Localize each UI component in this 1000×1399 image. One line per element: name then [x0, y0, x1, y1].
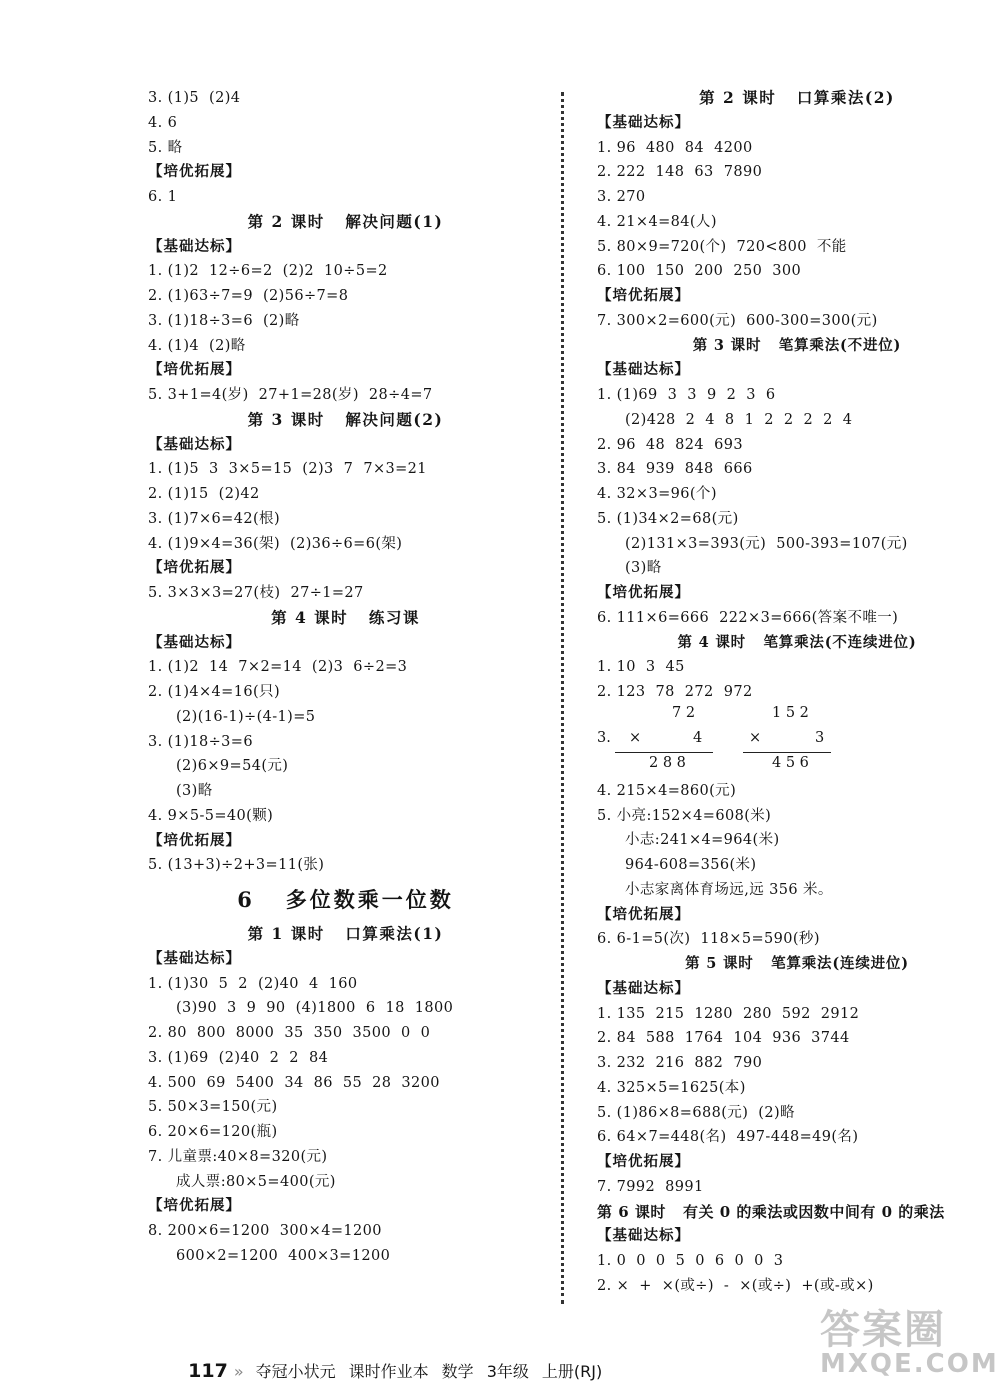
- answer-line: 2. 222 148 63 7890: [597, 164, 763, 181]
- volume-label: 上册(RJ): [541, 1362, 603, 1381]
- answer-line: 5. (13+3)÷2+3=11(张): [148, 857, 325, 874]
- answer-line: 4. (1)4 (2)略: [148, 337, 246, 354]
- watermark-url: MXQE.COM: [820, 1349, 999, 1379]
- calc-a-sign: ×: [629, 729, 642, 746]
- answer-line: 1. 96 480 84 4200: [597, 139, 753, 156]
- page-footer: [178, 1340, 602, 1382]
- answer-line: 6. 64×7=448(名) 497-448=49(名): [597, 1129, 859, 1146]
- section-marker: 【基础达标】: [148, 435, 241, 453]
- lesson-heading: 第 2 课时 口算乘法(2): [699, 88, 895, 107]
- answer-subline: (2)131×3=393(元) 500-393=107(元): [625, 535, 908, 552]
- answer-line: 7. 300×2=600(元) 600-300=300(元): [597, 312, 878, 329]
- calc-a-rule: [615, 752, 713, 753]
- answer-line: 8. 200×6=1200 300×4=1200: [148, 1223, 382, 1239]
- section-marker: 【基础达标】: [597, 113, 690, 131]
- answer-line: 4. 325×5=1625(本): [597, 1079, 746, 1096]
- answer-subline: (2)428 2 4 8 1 2 2 2 2 4: [625, 411, 853, 428]
- lesson-heading: 第 3 课时 笔算乘法(不进位): [692, 336, 902, 354]
- answer-subline: 成人票:80×5=400(元): [176, 1173, 336, 1190]
- answer-subline: 600×2=1200 400×3=1200: [176, 1247, 391, 1264]
- calc-b-multiplier: 3: [815, 729, 825, 746]
- answer-line: 5. 略: [148, 139, 183, 156]
- answer-line: 5. 80×9=720(个) 720<800 不能: [597, 238, 847, 255]
- answer-subline: (3)略: [625, 560, 662, 577]
- answer-line: 2. (1)4×4=16(只): [148, 684, 280, 700]
- chapter-title: 6 多位数乘一位数: [237, 887, 454, 912]
- answer-line: 4. 32×3=96(个): [597, 486, 717, 502]
- lesson-heading: 第 5 课时 笔算乘法(连续进位): [685, 955, 909, 972]
- section-marker: 【培优拓展】: [597, 584, 690, 601]
- answer-line: 2. × + ×(或÷) - ×(或÷) +(或-或×): [597, 1277, 874, 1294]
- answer-line: 6. 100 150 200 250 300: [597, 263, 802, 280]
- calc-a-multiplier: 4: [693, 729, 703, 746]
- lesson-heading: 第 1 课时 口算乘法(1): [247, 924, 444, 943]
- right-column-bottom: [597, 779, 997, 1299]
- answer-line: 3. (1)18÷3=6 (2)略: [148, 312, 300, 329]
- answer-line: 6. 20×6=120(瓶): [148, 1124, 278, 1140]
- lesson-heading: 第 3 课时 解决问题(2): [247, 409, 444, 429]
- answer-line: 7. 儿童票:40×8=320(元): [148, 1148, 328, 1165]
- page-number: 117: [188, 1360, 228, 1382]
- answer-subline: (2)6×9=54(元): [176, 758, 289, 775]
- answer-line: 3. 270: [597, 189, 646, 205]
- answer-line: 6. 6-1=5(次) 118×5=590(秒): [597, 931, 820, 948]
- section-marker: 【基础达标】: [148, 633, 241, 651]
- calc-label: 3.: [597, 729, 611, 746]
- section-marker: 【基础达标】: [597, 361, 690, 379]
- subject-name: 数学: [441, 1362, 474, 1381]
- answer-line: 3. 84 939 848 666: [597, 461, 753, 478]
- answer-subline: 小志家离体育场远,远 356 米。: [625, 881, 833, 898]
- answer-line: 5. 50×3=150(元): [148, 1099, 278, 1116]
- right-column-top: [597, 86, 997, 705]
- answer-line: 4. 6: [148, 114, 178, 131]
- column-divider: [561, 92, 564, 1304]
- answer-line: 2. 96 48 824 693: [597, 436, 743, 453]
- section-marker: 【基础达标】: [148, 237, 241, 255]
- lesson-heading: 第 4 课时 笔算乘法(不连续进位): [677, 633, 917, 651]
- answer-line: 6. 111×6=666 222×3=666(答案不唯一): [597, 609, 899, 626]
- lesson-heading: 第 4 课时 练习课: [271, 607, 420, 627]
- answer-line: 2. 84 588 1764 104 936 3744: [597, 1030, 850, 1047]
- series-name: 夺冠小状元: [255, 1362, 336, 1381]
- answer-line: 3. (1)7×6=42(根): [148, 510, 280, 527]
- answer-line: 3. (1)69 (2)40 2 2 84: [148, 1049, 329, 1066]
- answer-line: 6. 1: [148, 189, 178, 205]
- answer-line: 5. 3×3×3=27(枝) 27÷1=27: [148, 585, 364, 601]
- answer-subline: 小志:241×4=964(米): [625, 832, 780, 849]
- calc-b-sign: ×: [749, 729, 762, 746]
- answer-line: 3. (1)18÷3=6: [148, 733, 253, 750]
- section-marker: 【培优拓展】: [148, 163, 241, 181]
- answer-line: 1. (1)2 14 7×2=14 (2)3 6÷2=3: [148, 659, 408, 676]
- answer-subline: (3)90 3 9 90 (4)1800 6 18 1800: [176, 1000, 454, 1017]
- calc-b-top: 1 5 2: [772, 704, 809, 721]
- answer-line: 1. (1)69 3 3 9 2 3 6: [597, 387, 776, 403]
- answer-line: 1. 135 215 1280 280 592 2912: [597, 1005, 860, 1022]
- watermark-logo: [820, 1298, 999, 1393]
- answer-line: 1. 0 0 0 5 0 6 0 0 3: [597, 1253, 784, 1269]
- section-marker: 【培优拓展】: [597, 287, 690, 304]
- answer-line: 2. 123 78 272 972: [597, 684, 753, 700]
- section-marker: 【培优拓展】: [148, 559, 241, 577]
- answer-line: 4. 9×5-5=40(颗): [148, 807, 274, 824]
- book-name: 课时作业本: [348, 1362, 429, 1381]
- answer-line: 1. (1)30 5 2 (2)40 4 160: [148, 975, 358, 992]
- section-marker: 【培优拓展】: [148, 1197, 241, 1215]
- calc-b-rule: [743, 752, 831, 753]
- section-marker: 【培优拓展】: [597, 1153, 690, 1170]
- answer-line: 2. 80 800 8000 35 350 3500 0 0: [148, 1025, 431, 1041]
- section-marker: 【培优拓展】: [148, 361, 241, 379]
- answer-line: 7. 7992 8991: [597, 1178, 704, 1195]
- section-marker: 【基础达标】: [597, 979, 690, 997]
- answer-line: 5. 3+1=4(岁) 27+1=28(岁) 28÷4=7: [148, 387, 433, 403]
- answer-line: 4. 215×4=860(元): [597, 782, 737, 799]
- answer-line: 4. 21×4=84(人): [597, 213, 717, 230]
- answer-line: 5. (1)86×8=688(元) (2)略: [597, 1104, 795, 1121]
- calc-b-result: 4 5 6: [772, 754, 809, 771]
- footer-arrow-icon: »: [233, 1362, 244, 1381]
- right-column: [597, 86, 997, 1299]
- answer-line: 3. (1)5 (2)4: [148, 90, 241, 106]
- answer-line: 5. (1)34×2=68(元): [597, 510, 739, 527]
- calc-a-top: 7 2: [672, 704, 696, 721]
- answer-line: 1. (1)5 3 3×5=15 (2)3 7 7×3=21: [148, 461, 427, 478]
- answer-subline: (2)(16-1)÷(4-1)=5: [176, 708, 316, 725]
- answer-line: 2. (1)15 (2)42: [148, 486, 260, 502]
- answer-line: 2. (1)63÷7=9 (2)56÷7=8: [148, 288, 349, 304]
- answer-line: 4. (1)9×4=36(架) (2)36÷6=6(架): [148, 535, 403, 552]
- vertical-calculation: [597, 705, 997, 779]
- answer-line: 1. 10 3 45: [597, 659, 685, 676]
- section-marker: 【培优拓展】: [148, 831, 241, 849]
- section-marker: 【培优拓展】: [597, 905, 690, 923]
- section-marker: 【基础达标】: [148, 949, 241, 967]
- answer-line: 5. 小亮:152×4=608(米): [597, 807, 772, 824]
- grade-label: 3年级: [486, 1362, 529, 1381]
- lesson-heading: 第 6 课时 有关 0 的乘法或因数中间有 0 的乘法: [597, 1202, 945, 1221]
- section-marker: 【基础达标】: [597, 1227, 690, 1245]
- answer-subline: 964-608=356(米): [625, 857, 757, 873]
- answer-line: 4. 500 69 5400 34 86 55 28 3200: [148, 1074, 440, 1091]
- answer-line: 3. 232 216 882 790: [597, 1055, 763, 1071]
- answer-line: 1. (1)2 12÷6=2 (2)2 10÷5=2: [148, 263, 388, 280]
- answer-subline: (3)略: [176, 783, 213, 799]
- calc-a-result: 2 8 8: [649, 754, 686, 771]
- lesson-heading: 第 2 课时 解决问题(1): [247, 211, 444, 231]
- watermark-title: 答案圈: [820, 1307, 946, 1353]
- left-column: [148, 86, 543, 1269]
